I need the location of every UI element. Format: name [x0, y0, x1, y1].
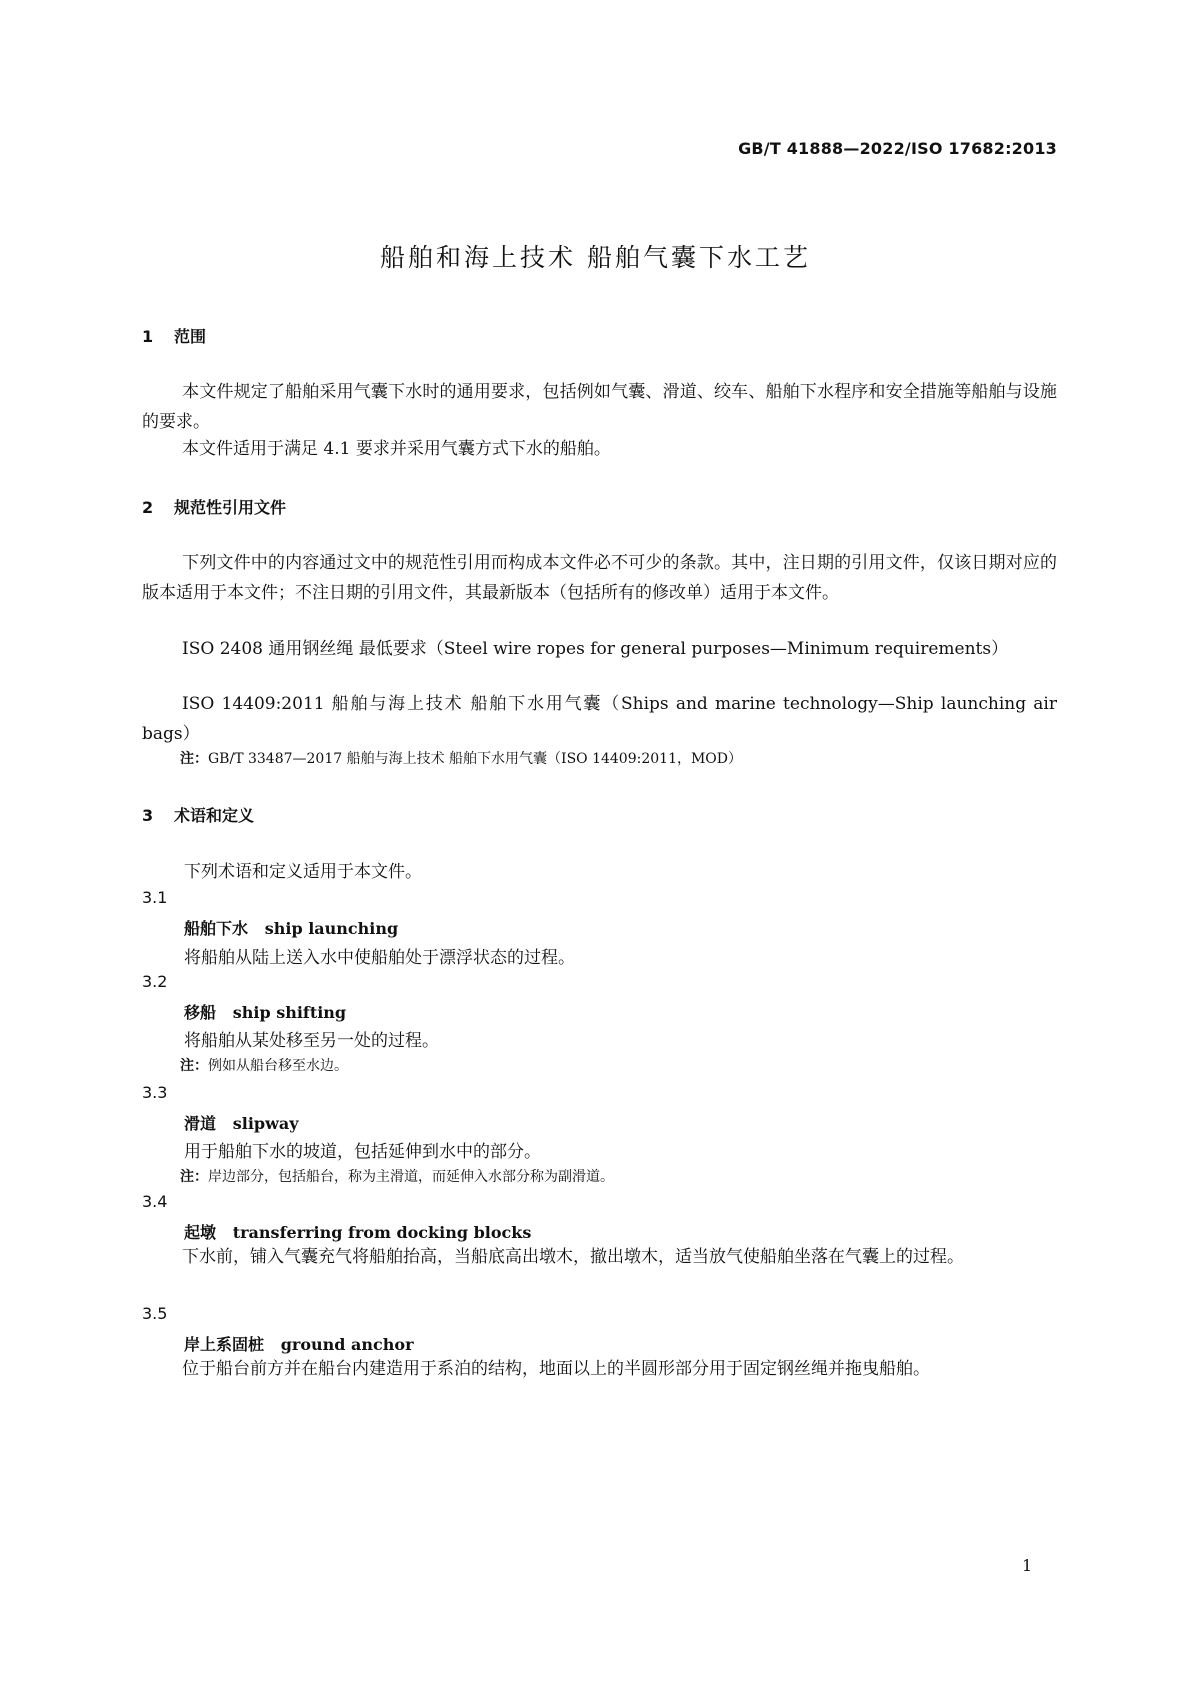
term-note: 注：岸边部分，包括船台，称为主滑道，而延伸入水部分称为副滑道。	[180, 1169, 614, 1185]
standard-code: GB/T 41888—2022/ISO 17682:2013	[738, 139, 1057, 158]
term-heading: 移船 ship shifting	[184, 1003, 347, 1022]
normative-reference-iso-2408: ISO 2408 通用钢丝绳 最低要求（Steel wire ropes for general purposes—Minimum requirements）	[182, 639, 1009, 659]
term-definition: 位于船台前方并在船台内建造用于系泊的结构，地面以上的半圆形部分用于固定钢丝绳并拖曳船舶。	[182, 1359, 930, 1379]
note-label: 注：	[180, 1169, 208, 1185]
term-number: 3.1	[142, 888, 168, 907]
term-heading: 船舶下水 ship launching	[184, 919, 399, 938]
note-label: 注：	[180, 751, 208, 767]
scope-paragraph-1: 本文件规定了船舶采用气囊下水时的通用要求，包括例如气囊、滑道、绞车、船舶下水程序和安全措施等船舶与设施的要求。	[142, 382, 1057, 432]
term-note: 注：例如从船台移至水边。	[180, 1058, 348, 1074]
section-heading-terms-and-definitions	[142, 803, 254, 826]
term-heading: 起墩 transferring from docking blocks	[184, 1223, 532, 1242]
term-number: 3.4	[142, 1192, 168, 1211]
term-number: 3.3	[142, 1083, 168, 1102]
note-label: 注：	[180, 1058, 208, 1074]
section-number: 3	[142, 806, 154, 825]
section-heading-scope	[142, 324, 206, 347]
section-number: 1	[142, 327, 154, 346]
term-heading: 岸上系固桩 ground anchor	[184, 1335, 414, 1354]
term-number: 3.5	[142, 1304, 168, 1323]
page-number: 1	[1022, 1556, 1033, 1575]
term-number: 3.2	[142, 972, 168, 991]
normative-reference-iso-14409: ISO 14409:2011 船舶与海上技术 船舶下水用气囊（Ships and marine technology—Ship launching air bags）	[142, 694, 1057, 744]
section-title: 术语和定义	[174, 806, 255, 825]
section-title: 规范性引用文件	[174, 498, 287, 517]
scope-paragraph-2: 本文件适用于满足 4.1 要求并采用气囊方式下水的船舶。	[182, 439, 611, 459]
normative-note: 注：GB/T 33487—2017 船舶与海上技术 船舶下水用气囊（ISO 14409:2011，MOD）	[180, 751, 743, 767]
terms-intro: 下列术语和定义适用于本文件。	[184, 862, 422, 882]
term-definition: 下水前，铺入气囊充气将船舶抬高，当船底高出墩木，撤出墩木，适当放气使船舶坐落在气囊上的过程。	[182, 1247, 964, 1267]
section-number: 2	[142, 498, 154, 517]
term-definition: 将船舶从陆上送入水中使船舶处于漂浮状态的过程。	[184, 948, 575, 968]
section-heading-normative-references	[142, 495, 286, 518]
term-definition: 用于船舶下水的坡道，包括延伸到水中的部分。	[184, 1142, 541, 1162]
section-title: 范围	[174, 327, 207, 346]
term-definition: 将船舶从某处移至另一处的过程。	[184, 1031, 439, 1051]
normative-intro-paragraph: 下列文件中的内容通过文中的规范性引用而构成本文件必不可少的条款。其中，注日期的引用文件，仅该日期对应的版本适用于本文件；不注日期的引用文件，其最新版本（包括所有的修改单）适用于本文件。	[142, 553, 1057, 603]
term-heading: 滑道 slipway	[184, 1114, 299, 1133]
document-title: 船舶和海上技术 船舶气囊下水工艺	[380, 243, 811, 272]
